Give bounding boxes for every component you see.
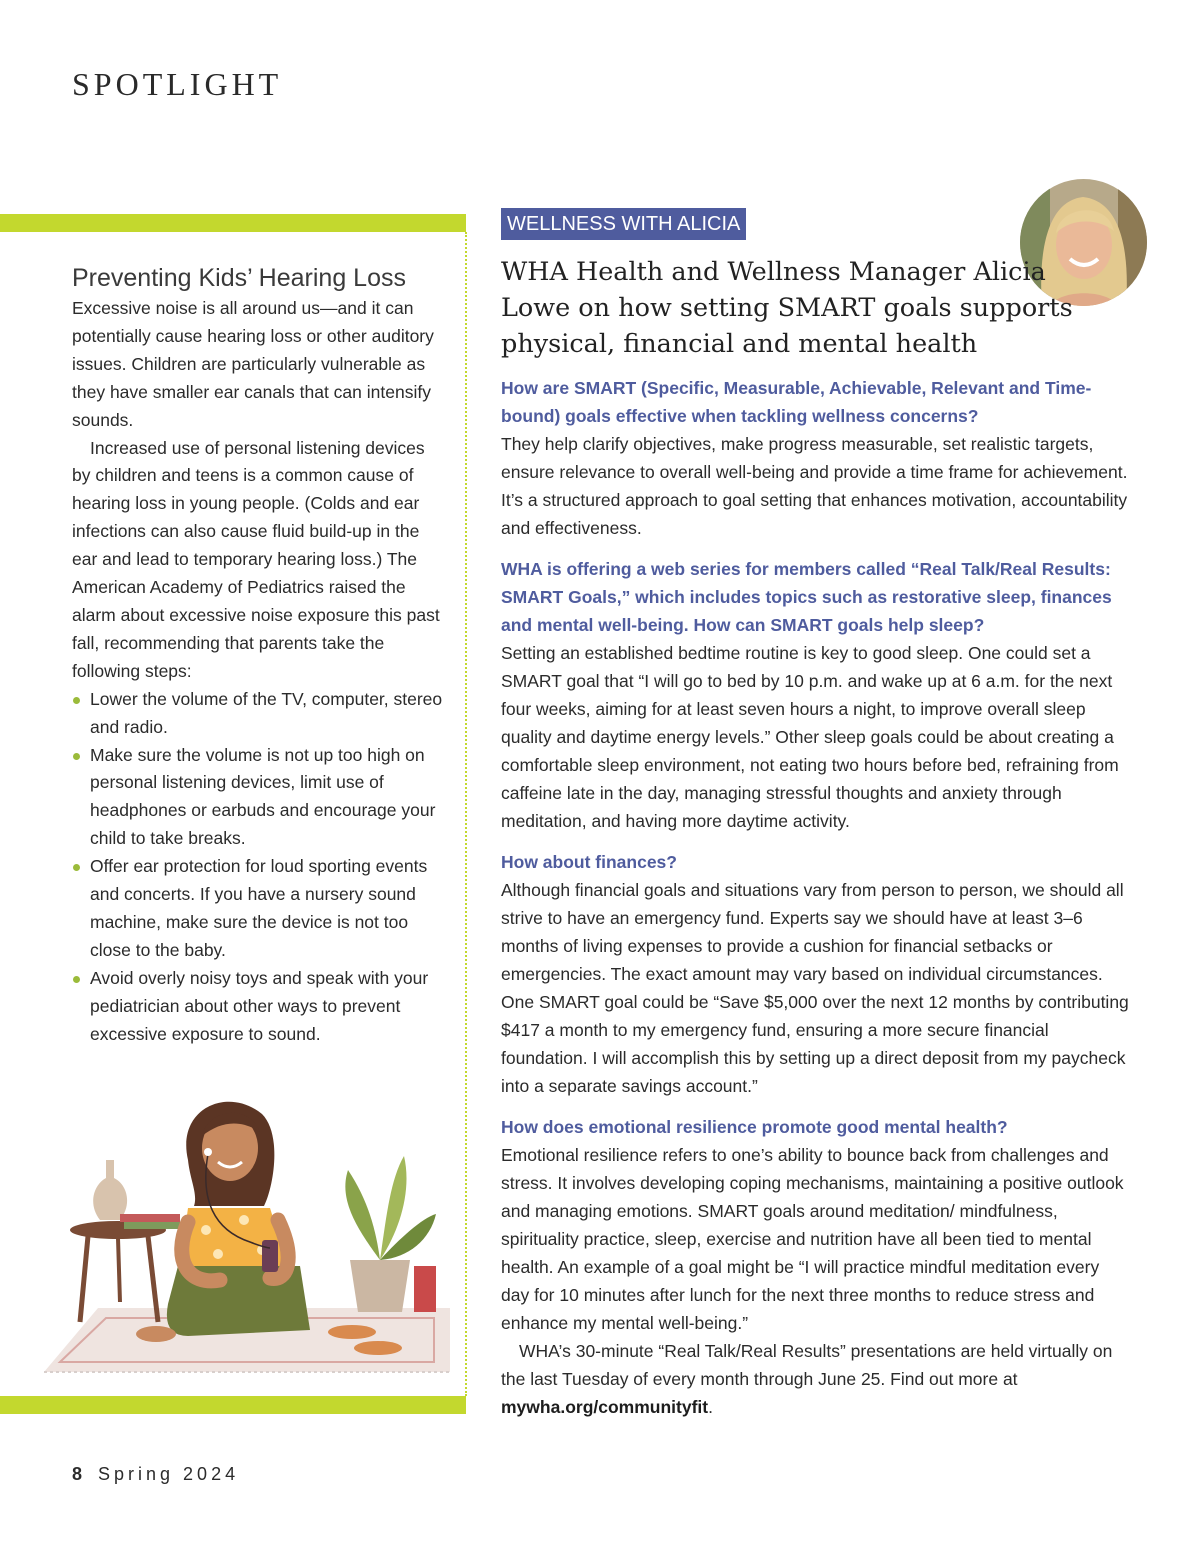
sidebar-paragraph: Increased use of personal listening devices by children and teens is a common cause of hearing loss in young people. (Colds and ear infections can also cause fluid build-up in the ear and lead to temporary hearing loss.) The American Academy of Pediatrics raised the alarm about excessive noise exposure this past fall, recommending that parents take the following steps: [72,437,440,681]
tip-text: Lower the volume of the TV, computer, stereo and radio. [90,688,443,737]
tip-text: Offer ear protection for loud sporting events and concerts. If you have a nursery sound machine, make sure the device is not too close to the baby. [90,856,428,960]
column-kicker: WELLNESS WITH ALICIA [501,208,746,240]
bullet-icon [73,976,80,983]
tips-list [72,686,444,1049]
sidebar-top-bar [0,214,466,232]
qa-block [501,374,1131,542]
answer: Setting an established bedtime routine is key to good sleep. One could set a SMART goal that “I will go to bed by 10 p.m. and wake up at 6 a.m. for the next four weeks, aiming for at least seven hours a night, to improve overall sleep quality and daytime energy levels.” Other sleep goals could be about creating a comfortable sleep environment, not eating two hours before bed, refraining from caffeine late in the day, managing stressful thoughts and anxiety through meditation, and having more daytime activity. [501,643,1119,831]
sidebar-bottom-bar [0,1396,466,1414]
sidebar-paragraph: Excessive noise is all around us—and it can potentially cause hearing loss or other auditory issues. Children are particularly vulnerable as they have smaller ear canals that can intensify sounds. [72,298,434,430]
answer: Emotional resilience refers to one’s ability to bounce back from challenges and stress. It involves developing coping mechanisms, maintaining a positive outlook and managing emotions. SMART goals around meditation/ mindfulness, spirituality practice, sleep, exercise and nutrition have all been tied to mental health. An example of a goal might be “I will practice mindful meditation every day for 10 minutes after lunch for the next three months to reduce stress and enhance my mental well-being.” [501,1145,1124,1333]
section-label: SPOTLIGHT [72,66,283,102]
page-footer [72,1464,239,1485]
answer: Although financial goals and situations vary from person to person, we should all strive to have an emergency fund. Experts say we should have at least 3–6 months of living expenses to provide a cushion for financial setbacks or emergencies. The exact amount may vary based on individual circumstances. One SMART goal could be “Save $5,000 over the next 12 months by contributing $417 a month to my emergency fund, ensuring a more secure financial foundation. I will accomplish this by setting up a direct deposit from my paycheck into a separate savings account.” [501,880,1129,1096]
tips-list-item [72,853,444,965]
sidebar-title: Preventing Kids’ Hearing Loss [72,264,406,292]
closing-period: . [708,1397,713,1417]
qa-block [501,555,1131,835]
tips-list-item [72,742,444,854]
bullet-icon [73,864,80,871]
article-headline: WHA Health and Wellness Manager Alicia Lowe on how setting SMART goals supports physical, financial and mental health [501,257,1073,359]
question: How does emotional resilience promote good mental health? [501,1117,1008,1137]
question: WHA is offering a web series for members called “Real Talk/Real Results: SMART Goals,” which includes topics such as restorative sleep, finances and mental well-being. How can SMART goals help sleep? [501,559,1112,635]
article-body [501,374,1131,1434]
tip-text: Avoid overly noisy toys and speak with your pediatrician about other ways to prevent excessive exposure to sound. [90,967,429,1044]
bullet-icon [73,697,80,704]
qa-block [501,848,1131,1100]
question: How are SMART (Specific, Measurable, Achievable, Relevant and Time-bound) goals effective when tackling wellness concerns? [501,378,1092,426]
tips-list-item [72,965,444,1049]
qa-block [501,1113,1131,1421]
answer: They help clarify objectives, make progress measurable, set realistic targets, ensure relevance to overall well-being and provide a time frame for achievement. It’s a structured approach to goal setting that enhances motivation, accountability and effectiveness. [501,434,1128,538]
question: How about finances? [501,852,677,872]
closing-paragraph [501,1337,1131,1421]
sidebar [72,264,444,1048]
bullet-icon [73,753,80,760]
issue-label: Spring 2024 [98,1464,240,1484]
sidebar-divider [465,232,467,1396]
community-fit-link[interactable]: mywha.org/communityfit [501,1397,709,1417]
closing-text: WHA’s 30-minute “Real Talk/Real Results” presentations are held virtually on the last Tuesday of every month through June 25. Find out more at [501,1341,1113,1389]
child-with-headphones-illustration [38,1090,458,1390]
page-number: 8 [72,1464,83,1484]
tips-list-item [72,686,444,742]
tip-text: Make sure the volume is not up too high on personal listening devices, limit use of headphones or earbuds and encourage your child to take breaks. [90,744,436,849]
